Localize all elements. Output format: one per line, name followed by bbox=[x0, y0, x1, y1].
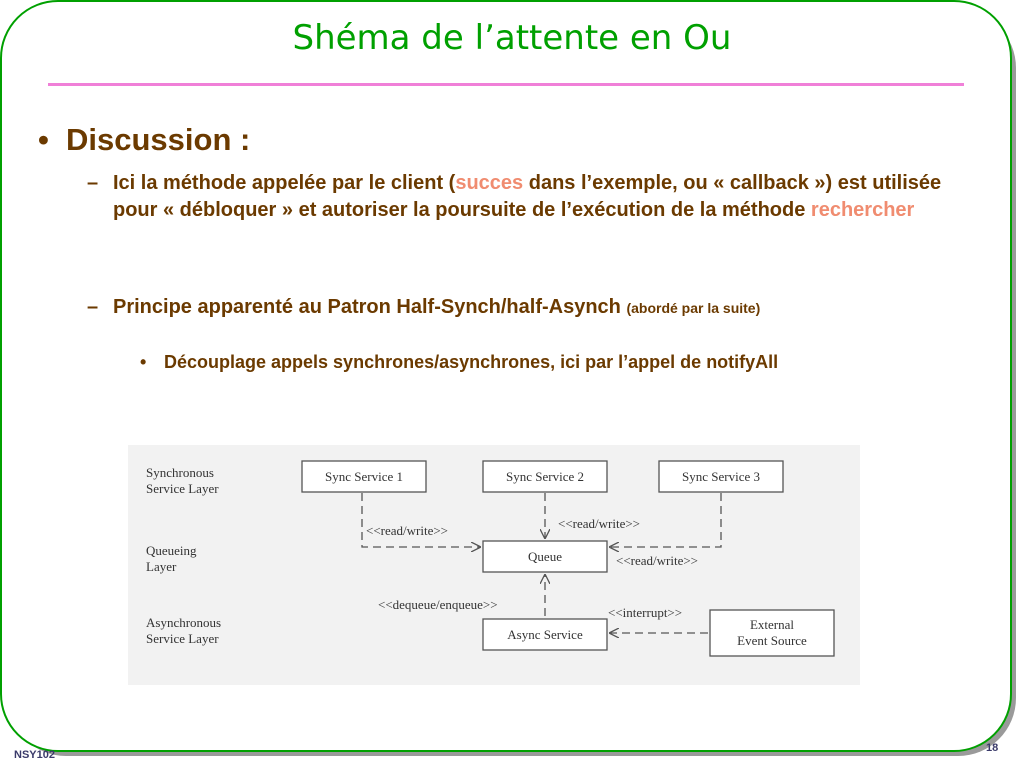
dash-icon: – bbox=[87, 296, 99, 318]
edge-label-rw-right: <<read/write>> bbox=[616, 553, 699, 568]
edge-sync1-queue bbox=[362, 493, 480, 547]
label-external-1: External bbox=[749, 617, 795, 632]
pattern-note: (abordé par la suite) bbox=[626, 300, 761, 316]
pattern-text: Principe apparenté au Patron Half-Synch/half-Asynch bbox=[113, 296, 627, 318]
half-sync-half-async-diagram bbox=[128, 445, 860, 685]
highlight-succes: succes bbox=[455, 172, 524, 194]
layer-label-async-2: Service Layer bbox=[146, 631, 219, 646]
dash-icon: – bbox=[87, 172, 99, 194]
layer-label-queue-1: Queueing bbox=[146, 543, 197, 558]
sub-item-pattern-text bbox=[113, 294, 987, 322]
slide-title: Shéma de l’attente en Ou bbox=[292, 18, 732, 58]
label-async-service: Async Service bbox=[507, 627, 583, 642]
bullet-discussion bbox=[38, 122, 250, 158]
label-sync-service-2: Sync Service 2 bbox=[506, 469, 584, 484]
bullet-decoupling bbox=[140, 352, 778, 373]
diagram-svg bbox=[128, 445, 860, 685]
sub-item-pattern bbox=[87, 294, 987, 322]
discussion-heading: Discussion : bbox=[66, 122, 251, 157]
layer-label-queue-2: Layer bbox=[146, 559, 177, 574]
edge-label-rw-left: <<read/write>> bbox=[366, 523, 449, 538]
highlight-rechercher: rechercher bbox=[810, 199, 915, 221]
footer-page-number: 18 bbox=[986, 742, 999, 754]
layer-label-async-1: Asynchronous bbox=[146, 615, 222, 630]
layer-label-sync-1: Synchronous bbox=[146, 465, 214, 480]
edge-label-rw-center: <<read/write>> bbox=[558, 516, 641, 531]
callback-text-part2: dans l’exemple, ou « callback ») est utilisée pour « débloquer » et autoriser la poursuite de l’exécution de la méthode bbox=[113, 172, 942, 221]
decoupling-text: Découplage appels synchrones/asynchrones, ici par l’appel de notifyAll bbox=[164, 352, 779, 372]
label-queue: Queue bbox=[528, 549, 562, 564]
label-external-2: Event Source bbox=[737, 633, 807, 648]
footer-course-code: NSY102 bbox=[14, 749, 55, 761]
title-divider bbox=[48, 83, 964, 86]
label-sync-service-3: Sync Service 3 bbox=[682, 469, 760, 484]
sub-item-callback-text bbox=[113, 170, 987, 224]
edge-label-interrupt: <<interrupt>> bbox=[608, 605, 683, 620]
bullet-icon: • bbox=[38, 122, 49, 157]
layer-label-sync-2: Service Layer bbox=[146, 481, 219, 496]
edge-label-dequeue: <<dequeue/enqueue>> bbox=[378, 597, 498, 612]
bullet-icon: • bbox=[140, 352, 147, 372]
callback-text-part1: Ici la méthode appelée par le client ( bbox=[113, 172, 456, 194]
sub-item-callback bbox=[87, 170, 987, 224]
label-sync-service-1: Sync Service 1 bbox=[325, 469, 403, 484]
